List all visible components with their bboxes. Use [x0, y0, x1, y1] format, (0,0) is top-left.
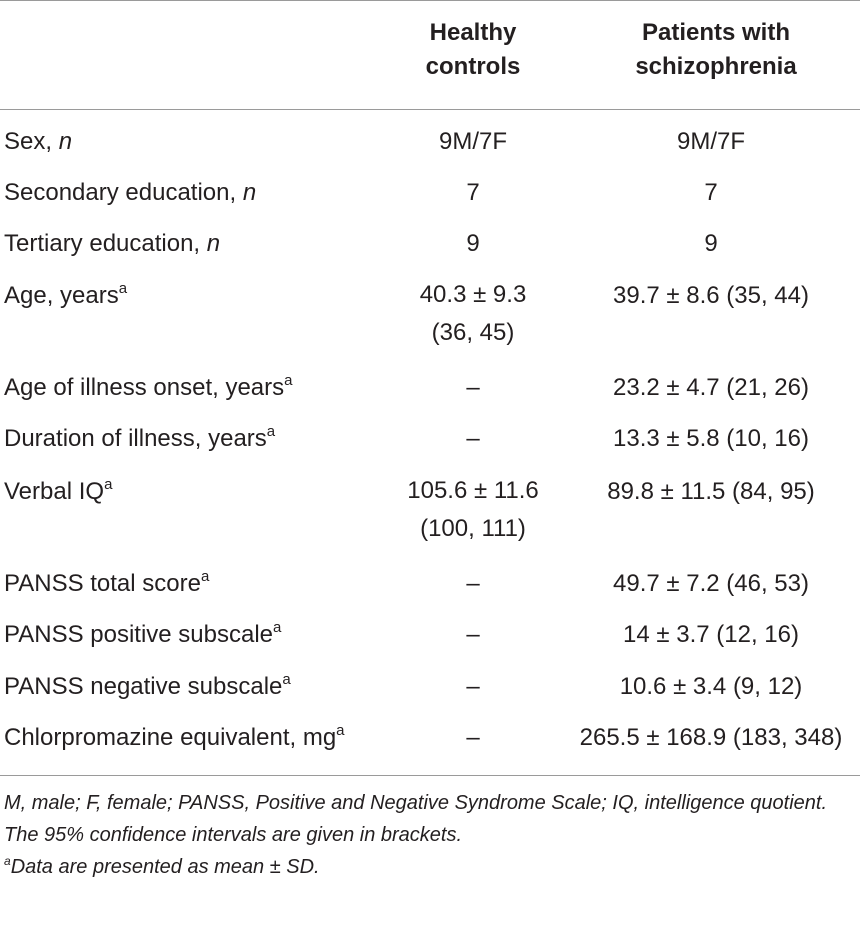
- row-label: [4, 419, 275, 459]
- footnote-marker: a: [266, 423, 276, 440]
- footnote-marker: a: [282, 671, 291, 688]
- header-healthy-controls: [388, 16, 558, 84]
- row-label: [4, 173, 256, 213]
- row-label: [4, 667, 291, 707]
- cell-healthy-controls: –: [466, 570, 480, 597]
- footnote-a: [4, 851, 852, 883]
- footnote-confidence-intervals: The 95% confidence intervals are given in brackets.: [4, 824, 463, 846]
- table-footnotes: [4, 787, 852, 883]
- cell-patients: 9: [704, 230, 718, 257]
- footnote-marker: a: [104, 476, 113, 493]
- cell-patients: 23.2 ± 4.7 (21, 26): [613, 374, 809, 401]
- cell-healthy-controls: [388, 472, 558, 548]
- header-patients-schizophrenia: [596, 16, 836, 84]
- cell-healthy-controls: [388, 276, 558, 352]
- row-label-text: Verbal IQ: [4, 478, 105, 505]
- row-label: [4, 224, 220, 264]
- row-label-italic: n: [58, 128, 73, 155]
- footnote-abbreviations: M, male; F, female; PANSS, Positive and Negative Syndrome Scale; IQ, intelligence quotient.: [4, 792, 827, 814]
- cell-healthy-controls: –: [466, 621, 480, 648]
- row-label-text: Sex,: [4, 128, 59, 155]
- table-bottom-rule: [0, 775, 860, 776]
- cell-healthy-controls: 7: [466, 179, 480, 206]
- row-label: [4, 368, 293, 408]
- footnote-a-marker: a: [4, 854, 11, 868]
- cell-patients: 13.3 ± 5.8 (10, 16): [613, 425, 809, 452]
- cell-patients: 39.7 ± 8.6 (35, 44): [613, 282, 809, 309]
- footnote-marker: a: [118, 280, 128, 297]
- row-label: [4, 472, 112, 512]
- row-label-text: Duration of illness, years: [4, 425, 267, 452]
- row-label-text: PANSS negative subscale: [4, 673, 283, 700]
- header-healthy-controls-line2: controls: [425, 53, 521, 80]
- cell-patients: 9M/7F: [676, 128, 745, 155]
- cell-healthy-controls: –: [466, 374, 480, 401]
- row-label: [4, 615, 281, 655]
- cell-ci: (36, 45): [431, 319, 515, 346]
- cell-patients: 49.7 ± 7.2 (46, 53): [613, 570, 809, 597]
- row-label: [4, 276, 127, 316]
- cell-healthy-controls: –: [466, 724, 480, 751]
- footnote-marker: a: [284, 372, 293, 389]
- header-rule: [0, 109, 860, 110]
- cell-value: 40.3 ± 9.3: [419, 281, 527, 308]
- row-label-text: Tertiary education,: [4, 230, 207, 257]
- cell-patients: 7: [704, 179, 718, 206]
- row-label-text: Chlorpromazine equivalent, mg: [4, 724, 337, 751]
- cell-patients: 265.5 ± 168.9 (183, 348): [579, 724, 843, 751]
- cell-healthy-controls: 9M/7F: [438, 128, 507, 155]
- row-label-text: Age of illness onset, years: [4, 374, 285, 401]
- header-healthy-controls-line1: Healthy: [429, 19, 517, 46]
- footnote-a-text: Data are presented as mean ± SD.: [10, 856, 320, 878]
- row-label-text: PANSS positive subscale: [4, 621, 274, 648]
- footnote-marker: a: [200, 568, 210, 585]
- footnote-marker: a: [273, 619, 282, 636]
- cell-healthy-controls: –: [466, 425, 480, 452]
- row-label: [4, 718, 345, 758]
- cell-ci: (100, 111): [420, 515, 526, 542]
- row-label-text: PANSS total score: [4, 570, 201, 597]
- row-label-text: Secondary education,: [4, 179, 243, 206]
- cell-healthy-controls: 9: [466, 230, 480, 257]
- table-top-rule: [0, 0, 860, 1]
- header-patients-line1: Patients with: [641, 19, 791, 46]
- row-label-italic: n: [242, 179, 257, 206]
- cell-patients: 89.8 ± 11.5 (84, 95): [607, 478, 815, 505]
- row-label: [4, 564, 209, 604]
- cell-healthy-controls: –: [466, 673, 480, 700]
- header-patients-line2: schizophrenia: [635, 53, 797, 80]
- cell-patients: 10.6 ± 3.4 (9, 12): [619, 673, 803, 700]
- cell-patients: 14 ± 3.7 (12, 16): [623, 621, 799, 648]
- row-label-italic: n: [206, 230, 221, 257]
- row-label: [4, 122, 72, 162]
- footnote-marker: a: [336, 722, 345, 739]
- row-label-text: Age, years: [4, 282, 119, 309]
- cell-value: 105.6 ± 11.6: [407, 477, 539, 504]
